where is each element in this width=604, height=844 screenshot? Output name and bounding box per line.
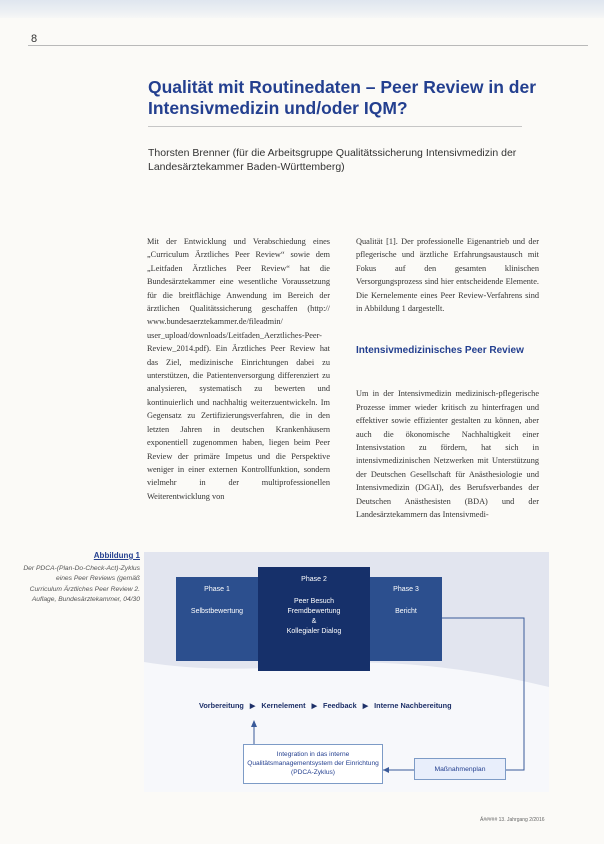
body-column-right-bottom — [356, 379, 539, 530]
phase-2-box — [258, 567, 370, 671]
header-rule — [28, 45, 588, 46]
arrow-right-icon: ▶ — [311, 703, 317, 710]
flow-step-kernelement: Kernelement — [261, 701, 306, 710]
title-rule — [148, 126, 522, 127]
page-footer: Ä##### 13. Jahrgang 2/2016 — [480, 817, 545, 823]
integration-box: Integration in das interne Qualitätsmanagementsystem der Einrichtung (PDCA-Zyklus) — [243, 744, 383, 784]
phase-1-label: Phase 1 — [204, 586, 230, 593]
phase-2-line3: & — [311, 618, 317, 625]
phase-2-line1: Peer Besuch — [293, 598, 335, 605]
phase-2-line2: Fremdbewertung — [287, 608, 341, 615]
figure-caption — [22, 551, 140, 606]
body-column-left — [147, 235, 330, 503]
peer-review-diagram — [144, 552, 549, 792]
flow-step-interne-nachbereitung: Interne Nachbereitung — [374, 701, 452, 710]
process-flow — [199, 701, 452, 710]
section-heading: Intensivmedizinisches Peer Review — [356, 345, 524, 356]
phase-2-label: Phase 2 — [301, 576, 327, 583]
page-number: 8 — [31, 33, 38, 45]
arrow-right-icon: ▶ — [249, 703, 256, 710]
phase-1-box — [176, 577, 258, 661]
figure-caption-text: Der PDCA-(Plan-Do-Check-Act)-Zyklus eines Peer Reviews (gemäß Curriculum Ärztliches Peer Review 2. Auflage, Bundesärztekammer, 04/30 — [23, 564, 140, 603]
article-authors: Thorsten Brenner (für die Arbeitsgruppe Qualitätssicherung Intensivmedizin der Landesärztekammer Baden-Württemberg) — [148, 147, 517, 173]
flow-step-feedback: Feedback — [322, 701, 357, 710]
figure-caption-title: Abbildung 1 — [93, 551, 140, 560]
massnahmenplan-box: Maßnahmenplan — [414, 758, 506, 780]
body-paragraph: Mit der Entwicklung und Verabschiedung eines „Curriculum Ärztliches Peer Review“ sowie dem „Leitfaden Ärztliches Peer Review“ hat die Bundesärztekammer eine wesentliche Voraussetzung für die breitflächige Anwendung im Bereich der ärztlichen Qualitätssicherung geschaffen (http:// www.bundesaerztekammer.de/fileadmin/ user_upload/downloads/Leitfaden_Aerztliches-Peer-Review_2014.pdf). Ein Ärztliches Peer Review hat das Ziel, medizinische Einrichtungen dabei zu unterstützen, die Patientenversorgung differenziert zu analysieren, systematisch zu bewerten und kontinuierlich und nachhaltig weiterzuentwickeln. Im Gegensatz zu Zertifizierungsverfahren, die in den letzten Jahren in deutschen Krankenhäusern exponentiell zugenommen haben, liegen beim Peer Review der primäre Impetus und die Perspektive weniger in einer externen Kontrollfunktion, sondern vielmehr in der multiprofessionellen Weiterentwicklung von — [147, 237, 330, 501]
phase-3-box — [370, 577, 442, 661]
flow-step-vorbereitung: Vorbereitung — [199, 701, 244, 710]
phase-1-text: Selbstbewertung — [190, 608, 244, 615]
arrow-right-icon: ▶ — [362, 703, 369, 710]
body-paragraph: Um in der Intensivmedizin medizinisch-pflegerische Prozesse immer wieder kritisch zu hinterfragen und effektiver sowie effizienter gestalten zu können, aber auch die ökonomische Nachhaltigkeit einer Intensivstation zu fördern, hat sich in intensivmedizinischen Netzwerken mit Unterstützung der Deutschen Gesellschaft für Anästhesiologie und Intensivmedizin (DGAI), des Berufsverbandes der Deutschen Anästhesisten (BDA) und der Landesärztekammern das Intensivmedi- — [356, 389, 539, 519]
phase-2-line4: Kollegialer Dialog — [286, 628, 342, 635]
phase-3-label: Phase 3 — [393, 586, 419, 593]
body-paragraph: Qualität [1]. Der professionelle Eigenantrieb und der pflegerische und ärztliche Erfahrungsaustausch mit Fokus auf den gesamten klinischen Versorgungsprozess sind hier entscheidende Elemente. Die Kernelemente eines Peer Review-Verfahrens sind in Abbildung 1 dargestellt. — [356, 237, 539, 314]
article-title: Qualität mit Routinedaten – Peer Review in der Intensivmedizin und/oder IQM? — [148, 77, 537, 118]
body-column-right-top — [356, 235, 539, 315]
phase-3-text: Bericht — [395, 608, 417, 615]
top-band — [0, 0, 604, 18]
